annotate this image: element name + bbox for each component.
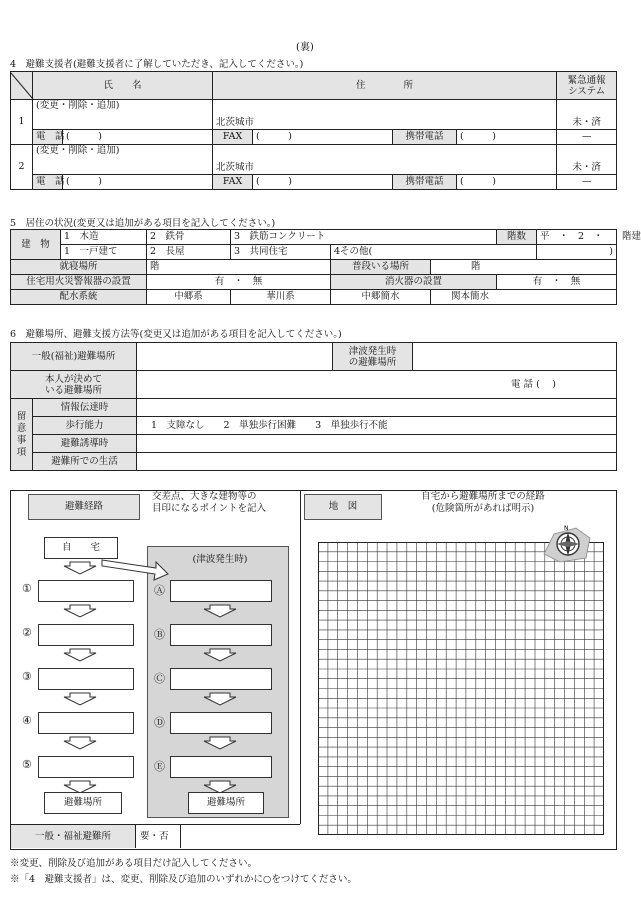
usual-place-field[interactable]: 階	[431, 260, 617, 275]
svg-text:N: N	[564, 525, 569, 532]
route-point-box-left[interactable]	[38, 668, 134, 690]
route-mark-right: Ⓓ	[154, 716, 165, 729]
tsunami-title: (津波発生時)	[192, 554, 248, 565]
compass-icon	[540, 524, 592, 564]
down-arrow-icon	[202, 648, 238, 662]
route-point-box-right[interactable]	[170, 580, 272, 602]
route-mark-left: ①	[22, 582, 32, 595]
water-label: 配水系統	[11, 290, 147, 305]
route-mark-right: Ⓒ	[154, 672, 165, 685]
type-detached[interactable]: 1 一戸建て	[61, 245, 147, 260]
info-label: 情報伝達時	[33, 399, 137, 417]
down-arrow-icon	[62, 561, 98, 575]
dash-1: —	[557, 130, 617, 145]
change-delete-add-2[interactable]: (変更・削除・追加)	[33, 145, 213, 175]
emergency-status-1[interactable]: 未・済	[557, 100, 617, 130]
dash-2: —	[557, 175, 617, 190]
map-grid[interactable]	[318, 542, 604, 835]
guidance-field[interactable]	[137, 435, 617, 453]
support-row-no: 1	[11, 100, 33, 145]
guidance-label: 避難誘導時	[33, 435, 137, 453]
map-label: 地 図	[304, 494, 382, 520]
route-mark-left: ⑤	[22, 758, 32, 771]
info-field[interactable]	[137, 399, 617, 417]
extinguisher-field[interactable]: 有 ・ 無	[497, 275, 617, 290]
col-address-header: 住 所	[213, 72, 557, 100]
support-person-table	[10, 71, 617, 190]
down-arrow-icon	[62, 692, 98, 706]
tel-field-1[interactable]: ( )	[63, 130, 213, 145]
walking-field[interactable]: 1 支障なし 2 単独歩行困難 3 単独歩行不能	[137, 417, 617, 435]
water-sekimoto[interactable]: 関本簡水	[431, 290, 617, 305]
col-name-header: 氏 名	[33, 72, 213, 100]
footer-note-1: ※変更、削除及び追加がある項目だけ記入してください。	[10, 858, 258, 869]
usual-place-label: 普段いる場所	[331, 260, 431, 275]
map-hint: 自宅から避難場所までの経路 (危険箇所があれば明示)	[421, 491, 545, 514]
type-apartment[interactable]: 3 共同住宅	[231, 245, 331, 260]
tel-label-2: 電 話	[33, 175, 63, 190]
down-arrow-icon	[62, 604, 98, 618]
route-label: 避難経路	[28, 494, 140, 520]
fax-label-1: FAX	[213, 130, 253, 145]
route-hint: 交差点、大きな建物等の 目印になるポイントを記入	[152, 491, 267, 514]
route-map-divider	[300, 490, 301, 824]
down-arrow-icon	[62, 648, 98, 662]
extinguisher-label: 消火器の設置	[331, 275, 497, 290]
down-arrow-icon	[202, 736, 238, 750]
mobile-label-2: 携帯電話	[393, 175, 457, 190]
tsunami-shelter-field[interactable]	[413, 343, 617, 371]
change-delete-add-1[interactable]: (変更・削除・追加)	[33, 100, 213, 130]
tel-field-2[interactable]: ( )	[63, 175, 213, 190]
section5-title: 5 居住の状況(変更又は追加がある項目を記入してください。)	[10, 218, 276, 229]
general-shelter-label: 一般(福祉)避難場所	[11, 343, 137, 371]
walking-label: 歩行能力	[33, 417, 137, 435]
alarm-field[interactable]: 有 ・ 無	[147, 275, 331, 290]
shelter-life-field[interactable]	[137, 453, 617, 471]
type-row-house[interactable]: 2 長屋	[147, 245, 231, 260]
shelter-right-box[interactable]: 避難場所	[188, 792, 264, 814]
down-arrow-icon	[202, 604, 238, 618]
fax-field-1[interactable]: ( )	[253, 130, 393, 145]
alarm-label: 住宅用火災警報器の設置	[11, 275, 147, 290]
tsunami-shelter-label: 津波発生時 の避難場所	[333, 343, 413, 371]
water-nakago[interactable]: 中郷系	[147, 290, 231, 305]
address-field-1[interactable]: 北茨城市	[213, 100, 557, 130]
bedroom-label: 就寝場所	[11, 260, 147, 275]
residence-table	[10, 229, 641, 305]
shelter-life-label: 避難所での生活	[33, 453, 137, 471]
water-nakago-simple[interactable]: 中郷簡水	[331, 290, 431, 305]
type-other[interactable]: 4その他(	[331, 245, 537, 260]
home-box[interactable]: 自 宅	[44, 537, 118, 559]
down-arrow-icon	[202, 692, 238, 706]
struct-steel[interactable]: 2 鉄骨	[147, 230, 231, 245]
fax-field-2[interactable]: ( )	[253, 175, 393, 190]
route-mark-left: ④	[22, 714, 32, 727]
self-decided-label: 本人が決めて いる避難場所	[11, 371, 137, 399]
route-point-box-left[interactable]	[38, 712, 134, 734]
self-decided-field[interactable]: 電 話 ( )	[137, 371, 617, 399]
route-point-box-right[interactable]	[170, 668, 272, 690]
mobile-field-1[interactable]: ( )	[457, 130, 557, 145]
route-point-box-right[interactable]	[170, 624, 272, 646]
notes-label: 留意事項	[11, 399, 33, 471]
route-mark-left: ③	[22, 670, 32, 683]
section6-title: 6 避難場所、避難支援方法等(変更又は追加がある項目を記入してください。)	[10, 329, 342, 340]
address-field-2[interactable]: 北茨城市	[213, 145, 557, 175]
struct-wood[interactable]: 1 木造	[61, 230, 147, 245]
fax-label-2: FAX	[213, 175, 253, 190]
down-arrow-icon	[62, 736, 98, 750]
route-point-box-left[interactable]	[38, 624, 134, 646]
col-emergency-header: 緊急通報 システム	[557, 72, 617, 100]
footer-note-2: ※「4 避難支援者」は、変更、削除及び追加のいずれかに○をつけてください。	[10, 874, 357, 885]
route-mark-right: Ⓔ	[154, 760, 165, 773]
shelter-left-box[interactable]: 避難場所	[44, 792, 122, 814]
general-shelter-field[interactable]	[137, 343, 333, 371]
page-label: (裏)	[296, 42, 314, 53]
section4-title: 4 避難支援者(避難支援者に了解していただき、記入してください。)	[10, 59, 304, 70]
type-other-close: )	[537, 245, 617, 260]
route-point-box-right[interactable]	[170, 756, 272, 778]
tel-label-1: 電 話	[33, 130, 63, 145]
need-field[interactable]: 要・否	[140, 825, 181, 848]
diagonal-line	[11, 73, 33, 99]
route-mark-right: Ⓐ	[154, 584, 165, 597]
corner-cell	[11, 72, 33, 100]
mobile-label-1: 携帯電話	[393, 130, 457, 145]
shelter-table	[10, 342, 617, 471]
route-point-box-left[interactable]	[38, 756, 134, 778]
water-hanakawa[interactable]: 華川系	[231, 290, 331, 305]
bedroom-field[interactable]: 階	[147, 260, 331, 275]
mobile-field-2[interactable]: ( )	[457, 175, 557, 190]
struct-rc[interactable]: 3 鉄筋コンクリート	[231, 230, 497, 245]
route-mark-left: ②	[22, 626, 32, 639]
floors-field[interactable]: 平 ・ 2 ・ 階建	[537, 230, 617, 245]
support-row-no: 2	[11, 145, 33, 190]
floors-label: 階数	[497, 230, 537, 245]
emergency-status-2[interactable]: 未・済	[557, 145, 617, 175]
building-label: 建 物	[11, 230, 61, 260]
route-mark-right: Ⓑ	[154, 628, 165, 641]
route-point-box-left[interactable]	[38, 580, 134, 602]
route-point-box-right[interactable]	[170, 712, 272, 734]
general-welfare-label: 一般・福祉避難所	[11, 825, 136, 848]
